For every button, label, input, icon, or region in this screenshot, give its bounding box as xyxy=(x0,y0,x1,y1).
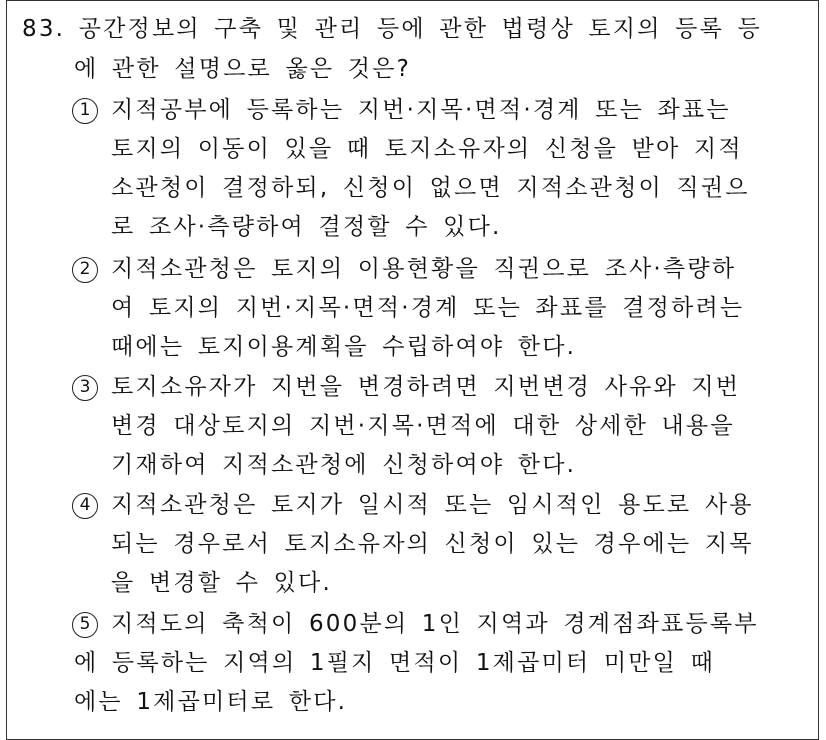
option-4-marker-wrap[interactable] xyxy=(72,490,98,520)
question-number: 83. xyxy=(22,16,66,42)
option-3-line-1: 토지소유자가 지번을 변경하려면 지번변경 사유와 지번 xyxy=(111,374,741,400)
option-3-line-2: 변경 대상토지의 지번·지목·면적에 대한 상세한 내용을 xyxy=(111,413,735,439)
option-1-line-3: 소관청이 결정하되, 신청이 없으면 지적소관청이 직권으 xyxy=(111,175,750,201)
option-1-line-1: 지적공부에 등록하는 지번·지목·면적·경계 또는 좌표는 xyxy=(111,97,731,123)
option-4-line-2: 되는 경우로서 토지소유자의 신청이 있는 경우에는 지목 xyxy=(111,531,754,557)
option-3-marker[interactable]: 3 xyxy=(72,375,98,401)
option-2-line-2: 여 토지의 지번·지목·면적·경계 또는 좌표를 결정하려는 xyxy=(111,295,745,321)
option-5-marker[interactable]: 5 xyxy=(72,612,98,638)
question-stem-line-2: 에 관한 설명으로 옳은 것은? xyxy=(74,56,412,82)
option-4-marker[interactable]: 4 xyxy=(72,493,98,519)
option-1-marker[interactable]: 1 xyxy=(72,98,98,124)
option-4-line-1: 지적소관청은 토지가 일시적 또는 임시적인 용도로 사용 xyxy=(111,492,754,518)
option-5-line-3: 에는 1제곱미터로 한다. xyxy=(74,689,348,715)
option-5-line-1: 지적도의 축척이 600분의 1인 지역과 경계점좌표등록부 xyxy=(111,611,759,637)
option-3-line-3: 기재하여 지적소관청에 신청하여야 한다. xyxy=(111,452,577,478)
question-stem-line-1 xyxy=(22,14,762,44)
option-1-line-2: 토지의 이동이 있을 때 토지소유자의 신청을 받아 지적 xyxy=(111,136,743,162)
option-2-line-3: 때에는 토지이용계획을 수립하여야 한다. xyxy=(111,334,577,360)
option-1-marker-wrap[interactable] xyxy=(72,95,98,125)
option-3-marker-wrap[interactable] xyxy=(72,372,98,402)
option-2-marker[interactable]: 2 xyxy=(72,257,98,283)
option-4-line-3: 을 변경할 수 있다. xyxy=(111,570,332,596)
question-stem-text: 공간정보의 구축 및 관리 등에 관한 법령상 토지의 등록 등 xyxy=(78,16,762,42)
option-1-line-4: 로 조사·측량하여 결정할 수 있다. xyxy=(111,214,502,240)
option-5-marker-wrap[interactable] xyxy=(72,609,98,639)
option-5-line-2: 에 등록하는 지역의 1필지 면적이 1제곱미터 미만일 때 xyxy=(74,650,716,676)
option-2-marker-wrap[interactable] xyxy=(72,254,98,284)
option-2-line-1: 지적소관청은 토지의 이용현황을 직권으로 조사·측량하 xyxy=(111,256,737,282)
